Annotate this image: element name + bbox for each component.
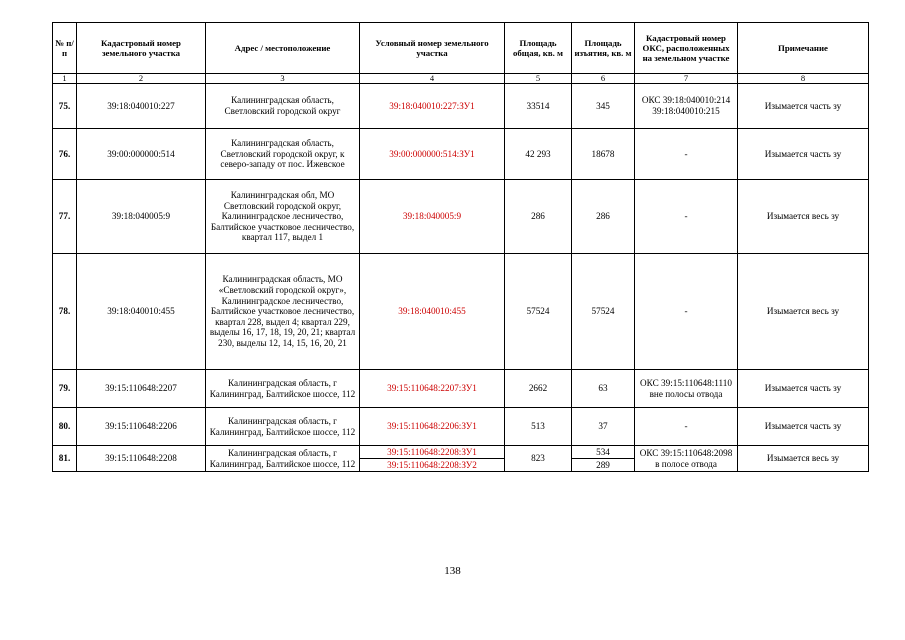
note: Изымается весь зу	[738, 446, 869, 472]
area-total: 513	[505, 408, 572, 446]
column-number: 4	[360, 74, 505, 84]
cadastral-number: 39:18:040010:227	[77, 84, 206, 129]
column-number: 2	[77, 74, 206, 84]
oks-number: ОКС 39:18:040010:214 39:18:040010:215	[635, 84, 738, 129]
conditional-number: 39:15:110648:2206:ЗУ1	[360, 408, 505, 446]
area-seized: 345	[572, 84, 635, 129]
row-number: 79.	[53, 370, 77, 408]
table-row	[53, 446, 869, 459]
address: Калининградская обл, МО Светловский городской округ, Калининградское лесничество, Балтийское участковое лесничество, квартал 117, выдел 1	[206, 180, 360, 254]
conditional-number: 39:18:040005:9	[360, 180, 505, 254]
header-cell: Примечание	[738, 23, 869, 74]
address: Калининградская область, МО «Светловский городской округ», Калининградское лесничество, Балтийское участковое лесничество, квартал 228, выдел 4; квартал 229, выделы 16, 17, 18, 19, 20, 21; квартал 230, выделы 12, 14, 15, 16, 20, 21	[206, 254, 360, 370]
column-number: 5	[505, 74, 572, 84]
header-cell: Адрес / местоположение	[206, 23, 360, 74]
table-row	[53, 84, 869, 129]
cadastral-number: 39:15:110648:2206	[77, 408, 206, 446]
note: Изымается часть зу	[738, 129, 869, 180]
oks-number: -	[635, 408, 738, 446]
cadastral-number: 39:00:000000:514	[77, 129, 206, 180]
address: Калининградская область, Светловский городской округ, к северо-западу от пос. Ижевское	[206, 129, 360, 180]
column-number: 8	[738, 74, 869, 84]
conditional-number: 39:18:040010:227:ЗУ1	[360, 84, 505, 129]
conditional-number: 39:15:110648:2207:ЗУ1	[360, 370, 505, 408]
header-cell: Кадастровый номер земельного участка	[77, 23, 206, 74]
column-number: 1	[53, 74, 77, 84]
header-cell: Площадь общая, кв. м	[505, 23, 572, 74]
conditional-number: 39:15:110648:2208:ЗУ1	[360, 446, 505, 459]
column-number: 6	[572, 74, 635, 84]
area-total: 33514	[505, 84, 572, 129]
row-number: 80.	[53, 408, 77, 446]
row-number: 76.	[53, 129, 77, 180]
area-seized: 63	[572, 370, 635, 408]
conditional-number: 39:18:040010:455	[360, 254, 505, 370]
header-cell: Условный номер земельного участка	[360, 23, 505, 74]
column-number: 3	[206, 74, 360, 84]
cadastral-number: 39:15:110648:2208	[77, 446, 206, 472]
oks-number: ОКС 39:15:110648:2098 в полосе отвода	[635, 446, 738, 472]
address: Калининградская область, г Калининград, Балтийское шоссе, 112	[206, 370, 360, 408]
table-header-row	[53, 23, 869, 74]
header-cell: Площадь изъятия, кв. м	[572, 23, 635, 74]
area-seized: 286	[572, 180, 635, 254]
table-row	[53, 180, 869, 254]
row-number: 78.	[53, 254, 77, 370]
conditional-number: 39:00:000000:514:ЗУ1	[360, 129, 505, 180]
oks-number: ОКС 39:15:110648:1110 вне полосы отвода	[635, 370, 738, 408]
oks-number: -	[635, 254, 738, 370]
column-number: 7	[635, 74, 738, 84]
note: Изымается весь зу	[738, 180, 869, 254]
area-seized: 37	[572, 408, 635, 446]
oks-number: -	[635, 129, 738, 180]
table-row	[53, 254, 869, 370]
address: Калининградская область, Светловский городской округ	[206, 84, 360, 129]
area-total: 2662	[505, 370, 572, 408]
conditional-number: 39:15:110648:2208:ЗУ2	[360, 459, 505, 472]
cadastral-number: 39:15:110648:2207	[77, 370, 206, 408]
row-number: 75.	[53, 84, 77, 129]
area-total: 823	[505, 446, 572, 472]
area-total: 42 293	[505, 129, 572, 180]
cadastral-number: 39:18:040010:455	[77, 254, 206, 370]
note: Изымается часть зу	[738, 370, 869, 408]
area-seized: 289	[572, 459, 635, 472]
area-total: 57524	[505, 254, 572, 370]
row-number: 81.	[53, 446, 77, 472]
area-total: 286	[505, 180, 572, 254]
row-number: 77.	[53, 180, 77, 254]
oks-number: -	[635, 180, 738, 254]
area-seized: 57524	[572, 254, 635, 370]
column-number-row	[53, 74, 869, 84]
land-plots-table	[52, 22, 869, 472]
table-row	[53, 129, 869, 180]
page-number: 138	[444, 565, 461, 577]
table-row	[53, 408, 869, 446]
address: Калининградская область, г Калининград, Балтийское шоссе, 112	[206, 446, 360, 472]
address: Калининградская область, г Калининград, Балтийское шоссе, 112	[206, 408, 360, 446]
area-seized: 534	[572, 446, 635, 459]
note: Изымается часть зу	[738, 408, 869, 446]
table-row	[53, 370, 869, 408]
header-cell: № п/п	[53, 23, 77, 74]
area-seized: 18678	[572, 129, 635, 180]
cadastral-number: 39:18:040005:9	[77, 180, 206, 254]
note: Изымается часть зу	[738, 84, 869, 129]
header-cell: Кадастровый номер ОКС, расположенных на земельном участке	[635, 23, 738, 74]
note: Изымается весь зу	[738, 254, 869, 370]
